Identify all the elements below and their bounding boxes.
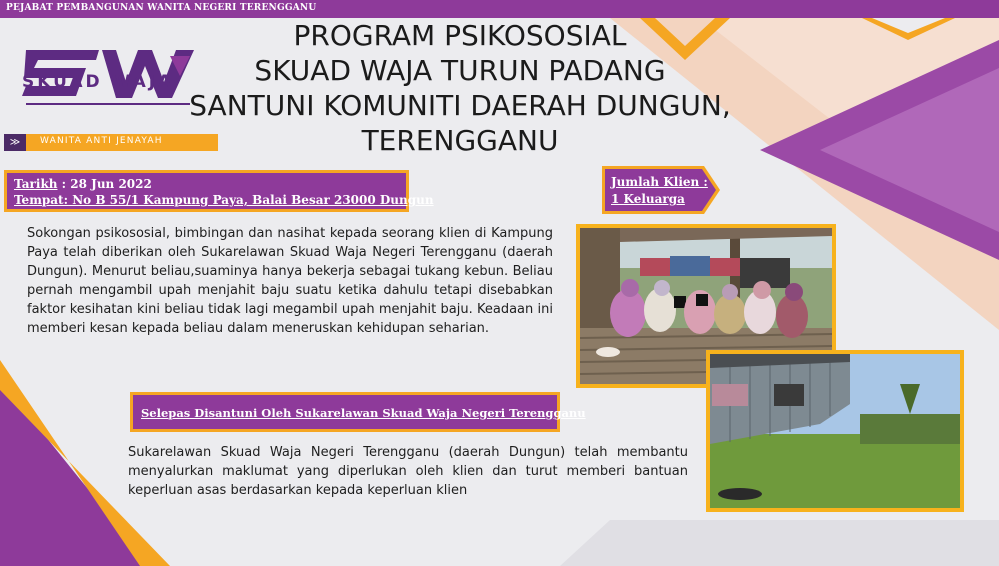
photo-house-exterior — [706, 350, 964, 512]
place-value: No B 55/1 Kampung Paya, Balai Besar 23000 Dungun — [68, 193, 434, 207]
after-section-heading-box — [130, 392, 586, 432]
after-section-heading: Selepas Disantuni Oleh Sukarelawan Skuad Waja Negeri Terengganu — [141, 406, 586, 420]
after-section-paragraph: Sukarelawan Skuad Waja Negeri Terengganu (daerah Dungun) telah membantu menyalurkan maklumat yang diperlukan oleh klien dan turut memberi bantuan keperluan asas berdasarkan kepada keperluan klien — [128, 445, 688, 498]
title-line: PROGRAM PSIKOSOSIAL — [293, 19, 627, 52]
logo-brand-text: SKUAD WAJA — [22, 72, 175, 92]
title-line: TERENGGANU — [361, 124, 559, 157]
title-line: SANTUNI KOMUNITI DAERAH DUNGUN, — [189, 89, 731, 122]
client-count-box — [600, 164, 722, 216]
logo-tagline: WANITA ANTI JENAYAH — [40, 136, 163, 146]
description-paragraph: Sokongan psikososial, bimbingan dan nasihat kepada seorang klien di Kampung Paya telah diberikan oleh Sukarelawan Skuad Waja Negeri Terengganu (daerah Dungun). Menurut beliau,suaminya hanya bekerja sebagai tukang kebun. Beliau pernah mengambil upah menjahit baju suatu ketika dahulu tetapi disebabkan faktor kesihatan kini beliau tidak lagi megambil upah menjahit baju. Keadaan ini memberi kesan kepada beliau dalam meneruskan kehidupan seharian. — [27, 226, 553, 336]
event-details-box — [4, 170, 434, 212]
title-line: SKUAD WAJA TURUN PADANG — [254, 54, 666, 87]
date-label: Tarikh — [14, 177, 58, 191]
double-chevron-icon: ≫ — [4, 134, 26, 151]
date-value: : 28 Jun 2022 — [57, 177, 152, 191]
place-label: Tempat: — [14, 193, 69, 207]
client-value: 1 Keluarga — [611, 192, 685, 206]
date-line — [14, 177, 152, 191]
grey-band-bottom — [560, 520, 999, 566]
header-bar — [0, 0, 999, 18]
client-label: Jumlah Klien : — [611, 175, 708, 189]
photo-image — [710, 354, 960, 508]
arrow-shape — [600, 164, 722, 216]
place-line — [14, 193, 434, 207]
page-title — [150, 18, 770, 158]
organization-name: PEJABAT PEMBANGUNAN WANITA NEGERI TERENGGANU — [6, 3, 317, 13]
